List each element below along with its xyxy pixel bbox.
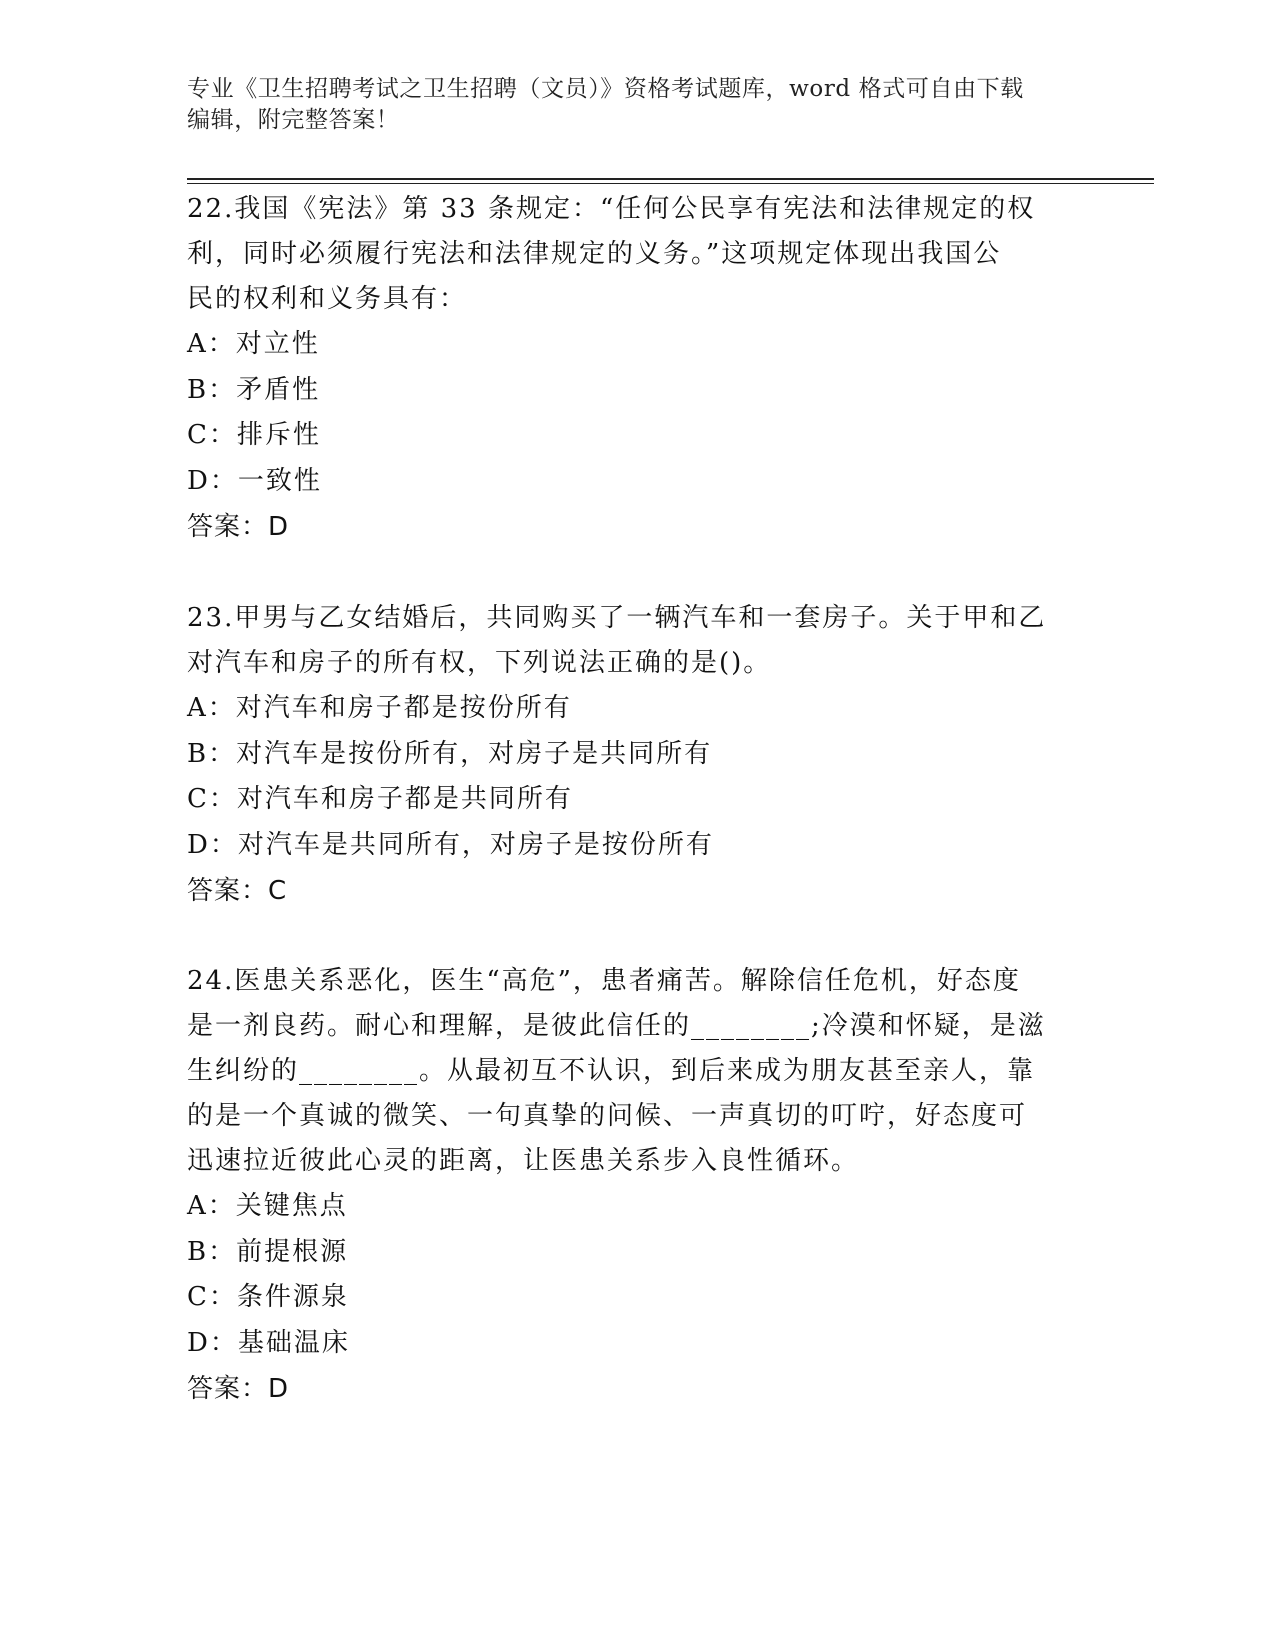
stem-line: 22.我国《宪法》第 33 条规定：“任何公民享有宪法和法律规定的权 bbox=[187, 194, 1036, 224]
question-stem bbox=[187, 596, 1087, 686]
answer: 答案：D bbox=[187, 512, 290, 542]
option-a: A：关键焦点 bbox=[187, 1191, 348, 1221]
option-d: D：一致性 bbox=[187, 465, 322, 496]
option-d: D：对汽车是共同所有，对房子是按份所有 bbox=[187, 829, 714, 860]
option-a: A：对汽车和房子都是按份所有 bbox=[187, 693, 572, 723]
answer: 答案：D bbox=[187, 1374, 290, 1404]
question-24 bbox=[187, 959, 1087, 1412]
question-stem bbox=[187, 959, 1087, 1184]
option-c: C：条件源泉 bbox=[187, 1282, 349, 1312]
option-b: B：对汽车是按份所有，对房子是共同所有 bbox=[187, 738, 713, 769]
question-23 bbox=[187, 596, 1087, 914]
stem-line: 生纠纷的________。从最初互不认识，到后来成为朋友甚至亲人，靠 bbox=[187, 1056, 1036, 1086]
stem-line: 民的权利和义务具有： bbox=[187, 284, 468, 314]
option-a: A：对立性 bbox=[187, 329, 320, 359]
option-c: C：排斥性 bbox=[187, 420, 321, 450]
stem-line: 对汽车和房子的所有权，下列说法正确的是()。 bbox=[187, 648, 772, 678]
stem-line: 是一剂良药。耐心和理解，是彼此信任的________;冷漠和怀疑，是滋 bbox=[187, 1011, 1046, 1041]
stem-line: 的是一个真诚的微笑、一句真挚的问候、一声真切的叮咛，好态度可 bbox=[187, 1101, 1028, 1131]
stem-line: 迅速拉近彼此心灵的距离，让医患关系步入良性循环。 bbox=[187, 1146, 860, 1176]
document-header bbox=[187, 74, 1087, 136]
option-c: C：对汽车和房子都是共同所有 bbox=[187, 784, 573, 814]
option-d: D：基础温床 bbox=[187, 1327, 350, 1358]
option-b: B：前提根源 bbox=[187, 1236, 349, 1267]
question-22 bbox=[187, 187, 1087, 550]
header-line-1: 专业《卫生招聘考试之卫生招聘（文员）》资格考试题库，word 格式可自由下载 bbox=[187, 76, 1024, 102]
answer: 答案：C bbox=[187, 876, 288, 906]
stem-line: 24.医患关系恶化，医生“高危”，患者痛苦。解除信任危机，好态度 bbox=[187, 966, 1021, 996]
stem-line: 利，同时必须履行宪法和法律规定的义务。”这项规定体现出我国公 bbox=[187, 239, 1002, 269]
header-divider-thick bbox=[187, 178, 1154, 180]
header-divider-thin bbox=[187, 183, 1154, 184]
option-b: B：矛盾性 bbox=[187, 374, 321, 405]
header-line-2: 编辑，附完整答案！ bbox=[187, 107, 400, 133]
question-stem bbox=[187, 187, 1087, 322]
stem-line: 23.甲男与乙女结婚后，共同购买了一辆汽车和一套房子。关于甲和乙 bbox=[187, 603, 1047, 633]
